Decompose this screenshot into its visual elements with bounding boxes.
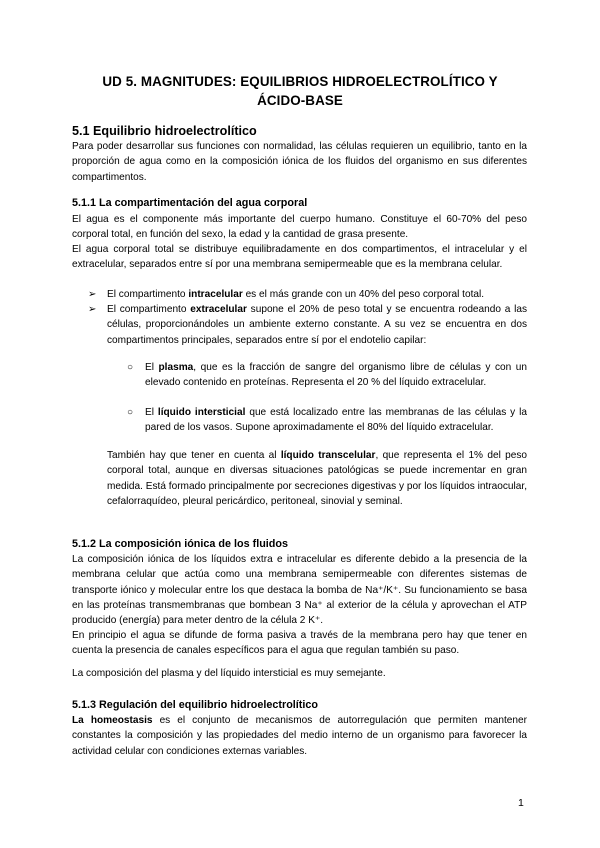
paragraph-water-diffusion: En principio el agua se difunde de forma pasiva a través de la membrana pero hay que tener en cuenta la presencia de canales específicos para el agua que regulan también su paso. — [72, 630, 527, 657]
paragraph-homeostasis: La homeostasis es el conjunto de mecanismos de autorregulación que permiten mantener constantes la composición y las propiedades del medio interno de un organismo para favorecer la actividad celular con condiciones externas variables. — [72, 715, 527, 757]
circle-bullet-icon: ○ — [127, 407, 134, 418]
paragraph-ionic-composition: La composición iónica de los líquidos extra e intracelular es diferente debido a la presencia de la membrana celular que actúa como una membrana semipermeable con diferentes sistemas de transporte iónico y molecular entre los que destaca la bomba de Na⁺/K⁺. Su funcionamiento se basa en las proteínas transmembranas que bombean 3 Na⁺ al exterior de la célula y aprovechan el ATP producido (energía) para meter dentro de la célula 2 K⁺. — [72, 554, 527, 627]
sub-bullet-text: El líquido intersticial que está localizado entre las membranas de las células y la pared de los vasos. Supone aproximadamente el 80% del líquido extracelular. — [145, 407, 528, 434]
paragraph-transcellular: También hay que tener en cuenta al líquido transcelular, que representa el 1% del peso corporal total, aunque en diversas situaciones patológicas se puede incrementar en gran medida. Está formado principalmente por secreciones digestivas y por los líquidos intraocular, cefalorraquídeo, pleural pericárdico, peritoneal, sinovial y seminal. — [107, 450, 528, 507]
subsection-heading-5-1-2: 5.1.2 La composición iónica de los fluidos — [72, 538, 288, 550]
bullet-text: El compartimento intracelular es el más grande con un 40% del peso corporal total. — [107, 289, 485, 300]
bullet-arrow-icon: ➢ — [88, 304, 97, 315]
paragraph-water-distribution: El agua corporal total se distribuye equilibradamente en dos compartimentos, el intracelular y el extracelular, separados entre sí por una membrana semipermeable que es la membrana celular. — [72, 244, 527, 271]
bullet-text: El compartimento extracelular supone el 20% de peso total y se encuentra rodeando a las células, proporcionándoles un ambiente externo constante. A su vez se encuentra en dos compartimentos principales, separados entre sí por el endotelio capilar: — [107, 304, 528, 346]
bullet-arrow-icon: ➢ — [88, 289, 97, 300]
subsection-heading-5-1-1: 5.1.1 La compartimentación del agua corporal — [72, 197, 308, 209]
section-heading-5-1: 5.1 Equilibrio hidroelectrolítico — [72, 124, 257, 138]
subsection-heading-5-1-3: 5.1.3 Regulación del equilibrio hidroelectrolítico — [72, 699, 318, 711]
sub-bullet-plasma — [127, 360, 527, 391]
bullet-extracellular — [88, 302, 527, 348]
paragraph-water-component: El agua es el componente más importante del cuerpo humano. Constituye el 60-70% del peso corporal total, en función del sexo, la edad y la cantidad de grasa presente. — [72, 214, 527, 241]
circle-bullet-icon: ○ — [127, 362, 134, 373]
bullet-intracellular — [88, 287, 527, 302]
document-title — [70, 72, 530, 110]
title-line-2: ÁCIDO-BASE — [257, 93, 343, 108]
sub-bullet-text: El plasma, que es la fracción de sangre del organismo libre de células y con un elevado contenido en proteínas. Representa el 20 % del líquido extracelular. — [145, 362, 527, 389]
page-number: 1 — [518, 797, 524, 809]
title-line-1: UD 5. MAGNITUDES: EQUILIBRIOS HIDROELECTROLÍTICO Y — [102, 74, 498, 89]
section-intro-paragraph: Para poder desarrollar sus funciones con normalidad, las células requieren un equilibrio, tanto en la proporción de agua como en la composición iónica de los fluidos del organismo en sus diferentes compartimentos. — [72, 141, 527, 183]
paragraph-plasma-interstitial: La composición del plasma y del líquido intersticial es muy semejante. — [72, 668, 386, 679]
sub-bullet-interstitial — [127, 405, 527, 436]
